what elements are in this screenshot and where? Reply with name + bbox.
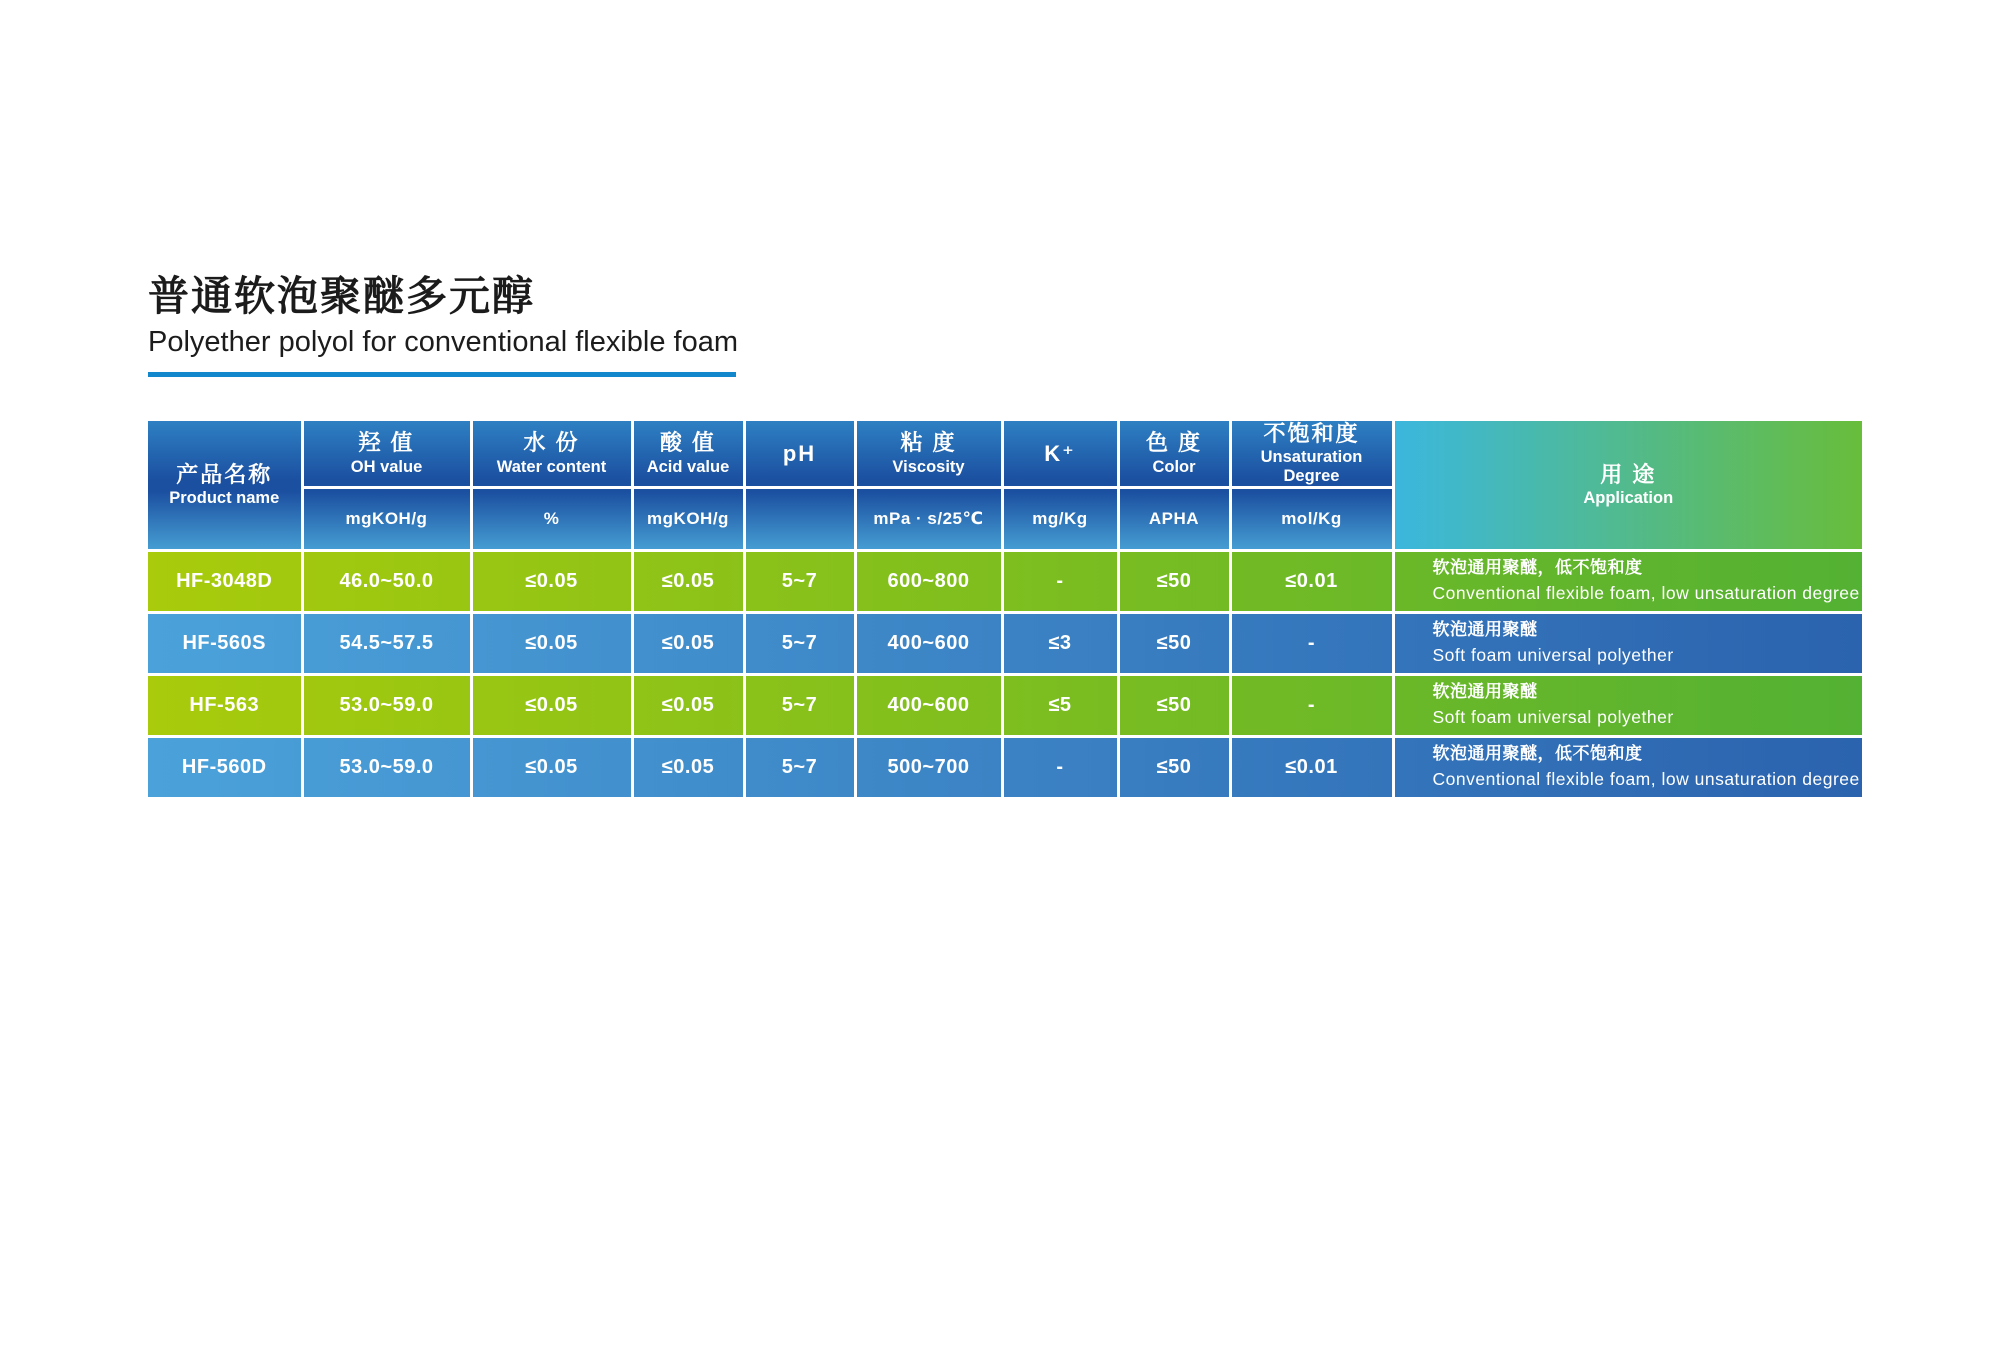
- application-en: Soft foam universal polyether: [1432, 645, 1674, 666]
- col-label-zh: 羟 值: [358, 430, 415, 456]
- cell-product-name: HF-563: [148, 675, 302, 737]
- cell-unsaturation-degree: -: [1230, 613, 1393, 675]
- col-label-en: Water content: [496, 457, 607, 476]
- unit-viscosity: [855, 488, 1002, 551]
- table-row: [148, 737, 1862, 798]
- unit-label: APHA: [1148, 509, 1200, 529]
- cell-water-content: ≤0.05: [471, 613, 632, 675]
- application-en: Conventional flexible foam, low unsaturation degree: [1432, 583, 1860, 604]
- col-header-oh-value: [302, 421, 471, 488]
- cell-acid-value: ≤0.05: [632, 737, 744, 798]
- table-row: [148, 675, 1862, 737]
- page-title-en: Polyether polyol for conventional flexible foam: [148, 326, 738, 359]
- cell-application: [1393, 675, 1862, 737]
- application-zh: 软泡通用聚醚，低不饱和度: [1432, 558, 1643, 578]
- cell-acid-value: ≤0.05: [632, 613, 744, 675]
- col-header-color: [1118, 421, 1230, 488]
- unit-oh-value: [302, 488, 471, 551]
- col-label-en: Acid value: [646, 457, 730, 476]
- unit-unsaturation-degree: [1230, 488, 1393, 551]
- cell-water-content: ≤0.05: [471, 551, 632, 613]
- cell-acid-value: ≤0.05: [632, 551, 744, 613]
- table-row: [148, 613, 1862, 675]
- unit-color: [1118, 488, 1230, 551]
- col-label-zh: 酸 值: [659, 430, 717, 456]
- unit-label: mgKOH/g: [345, 509, 428, 529]
- col-label-zh: 粘 度: [900, 430, 957, 456]
- cell-unsaturation-degree: ≤0.01: [1230, 737, 1393, 798]
- cell-acid-value: ≤0.05: [632, 675, 744, 737]
- cell-ph: 5~7: [744, 675, 855, 737]
- cell-product-name: HF-560S: [148, 613, 302, 675]
- cell-viscosity: 500~700: [855, 737, 1002, 798]
- col-label-zh: 不饱和度: [1263, 420, 1360, 446]
- cell-k-plus: -: [1002, 737, 1118, 798]
- col-header-unsaturation-degree: [1230, 421, 1393, 488]
- col-header-k-plus: [1002, 421, 1118, 488]
- application-zh: 软泡通用聚醚: [1432, 682, 1538, 702]
- cell-ph: 5~7: [744, 551, 855, 613]
- cell-k-plus: ≤5: [1002, 675, 1118, 737]
- cell-product-name: HF-560D: [148, 737, 302, 798]
- col-label-zh: 水 份: [523, 430, 580, 456]
- cell-color: ≤50: [1118, 551, 1230, 613]
- col-header-product-name: [148, 421, 302, 551]
- cell-ph: 5~7: [744, 737, 855, 798]
- col-header-ph: [744, 421, 855, 488]
- col-label-en: OH value: [350, 457, 423, 476]
- col-label-zh: pH: [782, 440, 817, 466]
- header-name-row: [148, 421, 1862, 488]
- cell-oh-value: 46.0~50.0: [302, 551, 471, 613]
- unit-label: mgKOH/g: [647, 509, 729, 529]
- product-spec-table: [148, 421, 1862, 797]
- unit-k-plus: [1002, 488, 1118, 551]
- table-body: [148, 551, 1862, 798]
- application-zh: 软泡通用聚醚，低不饱和度: [1432, 744, 1643, 764]
- col-header-application: [1393, 421, 1862, 551]
- col-label-zh: 用 途: [1600, 461, 1657, 487]
- cell-application: [1393, 737, 1862, 798]
- col-label-en: Viscosity: [892, 457, 965, 476]
- cell-oh-value: 54.5~57.5: [302, 613, 471, 675]
- cell-oh-value: 53.0~59.0: [302, 737, 471, 798]
- cell-color: ≤50: [1118, 737, 1230, 798]
- application-en: Soft foam universal polyether: [1432, 707, 1674, 728]
- unit-acid-value: [632, 488, 744, 551]
- unit-water-content: [471, 488, 632, 551]
- cell-color: ≤50: [1118, 613, 1230, 675]
- cell-unsaturation-degree: -: [1230, 675, 1393, 737]
- unit-label: mol/Kg: [1281, 509, 1342, 529]
- col-header-water-content: [471, 421, 632, 488]
- table-header: [148, 421, 1862, 551]
- application-zh: 软泡通用聚醚: [1432, 620, 1538, 640]
- col-label-en: Color: [1152, 457, 1196, 476]
- cell-application: [1393, 551, 1862, 613]
- col-label-zh: 色 度: [1145, 430, 1203, 456]
- cell-water-content: ≤0.05: [471, 737, 632, 798]
- cell-unsaturation-degree: ≤0.01: [1230, 551, 1393, 613]
- cell-application: [1393, 613, 1862, 675]
- col-label-en: Product name: [169, 489, 280, 508]
- cell-viscosity: 600~800: [855, 551, 1002, 613]
- page-title-zh: 普通软泡聚醚多元醇: [148, 273, 535, 319]
- cell-color: ≤50: [1118, 675, 1230, 737]
- unit-label: %: [543, 509, 560, 529]
- page-content: [148, 274, 1862, 797]
- title-underline: [148, 372, 736, 377]
- col-header-viscosity: [855, 421, 1002, 488]
- col-label-zh: 产品名称: [176, 461, 273, 487]
- cell-viscosity: 400~600: [855, 613, 1002, 675]
- unit-label: mPa · s/25℃: [873, 509, 984, 529]
- cell-viscosity: 400~600: [855, 675, 1002, 737]
- col-label-en: Unsaturation Degree: [1260, 448, 1363, 486]
- application-en: Conventional flexible foam, low unsaturation degree: [1432, 769, 1860, 790]
- cell-oh-value: 53.0~59.0: [302, 675, 471, 737]
- unit-label: mg/Kg: [1032, 509, 1088, 529]
- cell-k-plus: -: [1002, 551, 1118, 613]
- unit-ph: [744, 488, 855, 551]
- table-row: [148, 551, 1862, 613]
- col-label-en: Application: [1583, 489, 1674, 508]
- cell-water-content: ≤0.05: [471, 675, 632, 737]
- cell-product-name: HF-3048D: [148, 551, 302, 613]
- col-header-acid-value: [632, 421, 744, 488]
- cell-ph: 5~7: [744, 613, 855, 675]
- cell-k-plus: ≤3: [1002, 613, 1118, 675]
- col-label-zh: K⁺: [1044, 440, 1076, 466]
